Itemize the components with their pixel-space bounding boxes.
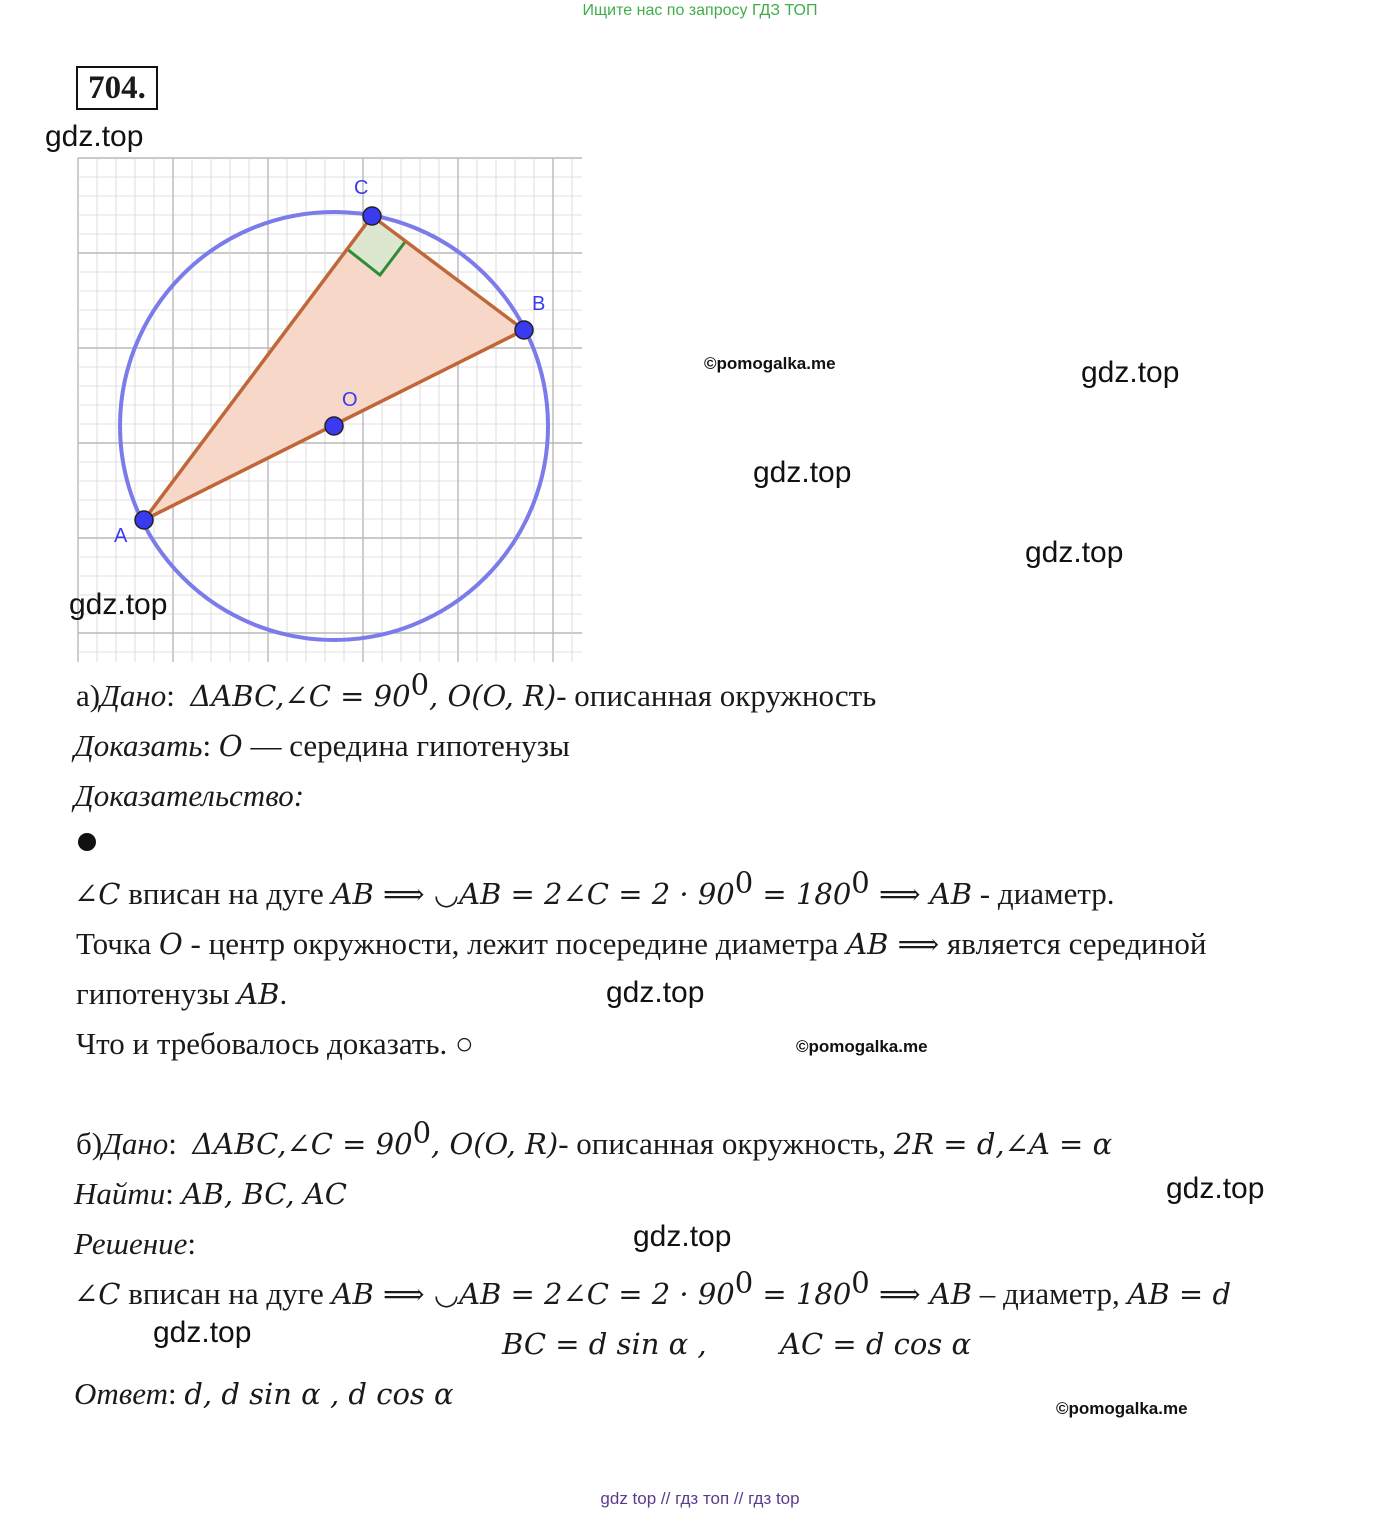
text: Точка	[76, 926, 159, 961]
watermark: gdz.top	[753, 456, 852, 489]
ac-formula: AC = d cos α	[780, 1327, 972, 1361]
given-math: ΔABC,∠C = 90	[192, 1127, 413, 1161]
part-b-solution: Решение:	[74, 1226, 196, 1261]
triangle-fill	[144, 216, 524, 520]
part-a-proof-line-3	[76, 974, 287, 1014]
part-a-given: а)Дано: ΔABC,∠C = $90^0$, O(O, R)- описанная окружность	[76, 667, 877, 713]
given-extra: 2R = d,∠A = α	[893, 1127, 1113, 1161]
math: = 180	[753, 877, 852, 911]
watermark: gdz.top	[633, 1220, 732, 1253]
part-a-proof-line-1	[74, 865, 1115, 914]
text: является серединой	[939, 926, 1207, 961]
find-label: Найти	[74, 1176, 166, 1211]
watermark: gdz.top	[45, 120, 144, 153]
top-banner[interactable]: Ищите нас по запросу ГДЗ ТОП	[582, 2, 818, 19]
math: ⟹ AB	[869, 1277, 973, 1311]
point-c	[363, 207, 381, 225]
answer-math: d, d sin α , d cos α	[184, 1377, 454, 1411]
answer: Ответ: d, d sin α , d cos α	[74, 1376, 454, 1411]
prove-text: — середина гипотенузы	[242, 728, 570, 763]
part-b-find: Найти: AB, BC, AC	[74, 1176, 347, 1211]
label-a: A	[114, 525, 128, 547]
copyright-watermark: ©pomogalka.me	[1056, 1399, 1188, 1418]
conclusion: Что и требовалось доказать. ○	[76, 1026, 474, 1061]
given-circle: , O(O, R)	[431, 1127, 559, 1161]
given-math: ΔABC,∠C = 90	[190, 679, 411, 713]
text: - диаметр.	[972, 876, 1115, 911]
point-b	[515, 321, 533, 339]
proof-label: Доказательство:	[74, 778, 305, 813]
problem-number: 704.	[76, 66, 158, 110]
prove-math: O	[218, 729, 243, 763]
part-a-prove: Доказать: O — середина гипотенузы	[74, 728, 570, 763]
solution-label: Решение	[74, 1226, 188, 1261]
watermark: gdz.top	[1025, 536, 1124, 569]
part-b-solution-line-1	[74, 1265, 1232, 1314]
bullet-icon	[78, 833, 96, 851]
degree-sup: 0	[851, 1265, 870, 1300]
part-a-prefix: а)	[76, 678, 101, 713]
math: ∠C	[74, 1277, 121, 1311]
watermark: gdz.top	[1166, 1172, 1265, 1205]
text: вписан на дуге	[120, 1276, 332, 1311]
watermark: gdz.top	[69, 588, 168, 621]
math: ⟹ AB	[869, 877, 973, 911]
math: AB ⟹ ◡AB = 2∠C = 2 · 90	[331, 1277, 735, 1311]
math: AB	[237, 977, 280, 1011]
math: AB ⟹ ◡AB = 2∠C = 2 · 90	[331, 877, 735, 911]
part-b-given: б)Дано: ΔABC,∠C = $90^0$, O(O, R)- описанная окружность, 2R = d,∠A = α	[76, 1115, 1113, 1161]
given-label: Дано	[100, 678, 167, 713]
bc-formula: BC = d sin α ,	[502, 1327, 707, 1361]
given-label: Дано	[102, 1126, 169, 1161]
math: = 180	[753, 1277, 852, 1311]
watermark: gdz.top	[153, 1316, 252, 1349]
footer-links[interactable]: gdz top // гдз топ // гдз top	[600, 1489, 800, 1508]
copyright-watermark: ©pomogalka.me	[796, 1037, 928, 1056]
find-math: AB, BC, AC	[181, 1177, 347, 1211]
degree-sup: 0	[734, 865, 754, 900]
part-b-prefix: б)	[76, 1126, 103, 1161]
watermark: gdz.top	[1081, 356, 1180, 389]
degree-sup: 0	[851, 865, 870, 900]
given-text: - описанная окружность	[556, 678, 877, 713]
prove-label: Доказать	[74, 728, 203, 763]
math: O	[159, 927, 183, 961]
answer-label: Ответ	[74, 1376, 168, 1411]
degree-sup: 0	[412, 1115, 432, 1150]
text: .	[279, 976, 288, 1011]
text: - центр окружности, лежит посередине диаметра	[182, 926, 847, 961]
part-a-proof-line-2	[76, 924, 1206, 964]
degree-sup: 0	[734, 1265, 754, 1300]
watermark: gdz.top	[606, 976, 705, 1009]
text: – диаметр,	[972, 1276, 1128, 1311]
point-o	[325, 417, 343, 435]
point-a	[135, 511, 153, 529]
given-text: - описанная окружность,	[558, 1126, 894, 1161]
math: AB ⟹	[846, 927, 940, 961]
math: ∠C	[74, 877, 121, 911]
text: вписан на дуге	[120, 876, 332, 911]
label-c: C	[354, 177, 369, 199]
label-b: B	[532, 293, 546, 315]
math: AB = d	[1127, 1277, 1232, 1311]
text: гипотенузы	[76, 976, 238, 1011]
given-circle: , O(O, R)	[429, 679, 557, 713]
copyright-watermark: ©pomogalka.me	[704, 354, 836, 373]
label-o: O	[342, 389, 358, 411]
degree-sup: 0	[410, 667, 430, 702]
